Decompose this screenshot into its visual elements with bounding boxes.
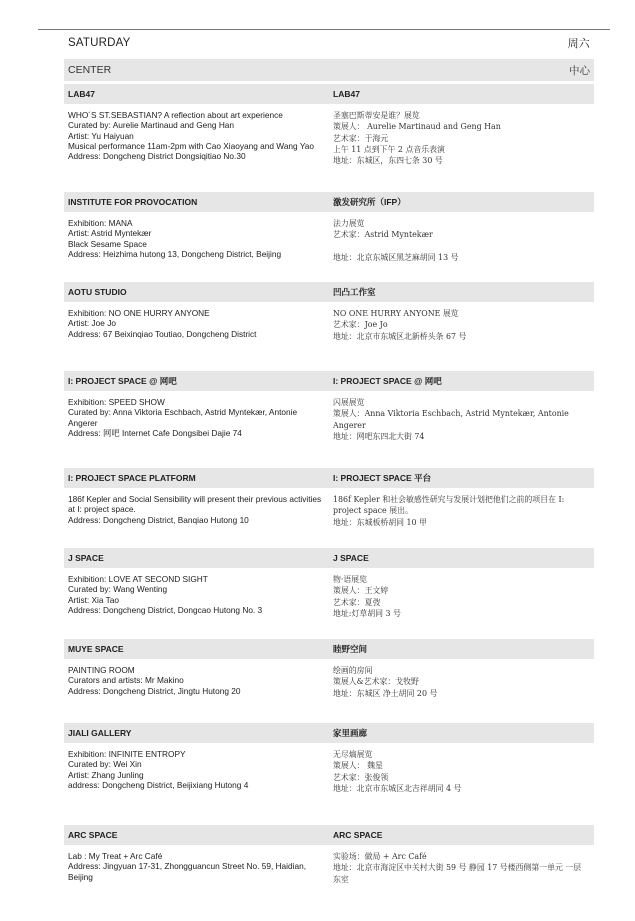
venue-block [64, 371, 594, 465]
venue-list [64, 84, 594, 921]
day-title-zh: 周六 [567, 38, 590, 50]
venue-name-en: INSTITUTE FOR PROVOCATION [68, 197, 198, 207]
venue-details-zh [329, 851, 594, 921]
venue-name-zh: I: PROJECT SPACE @ 网吧 [333, 376, 442, 386]
venue-name-zh: LAB47 [333, 89, 360, 99]
venue-header [64, 282, 594, 302]
venue-name-en: MUYE SPACE [68, 644, 124, 654]
section-title-zh: 中心 [569, 64, 590, 77]
venue-name-en: I: PROJECT SPACE PLATFORM [68, 473, 196, 483]
day-title-en: SATURDAY [68, 37, 131, 49]
venue-details-en [64, 110, 329, 189]
detail-line-zh: 策展人&艺术家：戈牧野 [333, 677, 419, 687]
venue-details [64, 568, 594, 636]
venue-name-en: LAB47 [68, 89, 95, 99]
detail-line-zh [333, 241, 588, 252]
venue-name-zh: 睦野空间 [333, 644, 368, 654]
detail-line-zh: 实验场：做局 + Arc Café [333, 852, 427, 861]
venue-details-en [64, 397, 329, 465]
venue-name-en: AOTU STUDIO [68, 287, 127, 297]
venue-details [64, 488, 594, 545]
venue-block [64, 825, 594, 921]
detail-line-en: Exhibition: NO ONE HURRY ANYONE [68, 308, 210, 318]
detail-line-zh: 地址：北京市东城区北新桥头条 67 号 [333, 331, 467, 341]
venue-details-en [64, 308, 329, 368]
detail-line-zh: 艺术家：Joe Jo [333, 320, 388, 330]
venue-header [64, 548, 594, 568]
detail-line-zh: 地址：北京东城区黑芝麻胡同 13 号 [333, 252, 459, 262]
detail-line-en: Address: Heizhima hutong 13, Dongcheng District, Beijing [68, 248, 282, 259]
detail-line-zh: 绘画的房间 [333, 666, 373, 675]
detail-line-zh: 地址：东城区，东四七条 30 号 [333, 156, 443, 166]
detail-line-en: Curated by: Anna Viktoria Eschbach, Astrid Myntekær, Antonie Angerer [68, 407, 298, 428]
venue-details [64, 104, 594, 189]
venue-name-en: J SPACE [68, 553, 104, 563]
detail-line-zh: 法力展览 [333, 219, 365, 228]
venue-header [64, 468, 594, 488]
detail-line-en: Address: Dongcheng District Dongsiqitiao No.30 [68, 151, 246, 162]
detail-line-en: Curators and artists: Mr Makino [68, 675, 184, 686]
detail-line-en: address: Dongcheng District, Beijixiang Hutong 4 [68, 779, 249, 790]
detail-line-zh: 闪展展览 [333, 398, 365, 407]
detail-line-en: Exhibition: LOVE AT SECOND SIGHT [68, 574, 208, 584]
venue-details [64, 391, 594, 465]
day-header [64, 30, 594, 56]
detail-line-en: Artist: Zhang Junling [68, 769, 144, 780]
venue-details [64, 212, 594, 279]
detail-line-en: Exhibition: SPEED SHOW [68, 397, 165, 407]
venue-details-zh [329, 494, 594, 545]
detail-line-zh: 地址：北京市东城区北吉祥胡同 4 号 [333, 783, 462, 793]
venue-details-en [64, 218, 329, 279]
venue-block [64, 639, 594, 720]
venue-details [64, 659, 594, 720]
detail-line-en: Lab : My Treat + Arc Café [68, 851, 163, 861]
venue-details-en [64, 851, 329, 921]
detail-line-en: 186f Kepler and Social Sensibility will present their previous activities at I: project space. [68, 494, 322, 515]
detail-line-en: Curated by: Aurelie Martinaud and Geng Han [68, 120, 235, 131]
venue-header [64, 371, 594, 391]
detail-line-zh: 策展人： 魏星 [333, 761, 383, 771]
detail-line-zh: 地址:灯草胡同 3 号 [333, 608, 401, 618]
venue-block [64, 84, 594, 189]
detail-line-en: WHO´S ST.SEBASTIAN? A reflection about art experience [68, 110, 283, 120]
venue-header [64, 639, 594, 659]
venue-header [64, 192, 594, 212]
venue-header [64, 723, 594, 743]
venue-details-en [64, 749, 329, 822]
detail-line-en: Artist: Astrid Myntekær [68, 228, 152, 239]
detail-line-en: Exhibition: INFINITE ENTROPY [68, 749, 186, 759]
venue-details-zh [329, 665, 594, 720]
venue-name-en: ARC SPACE [68, 830, 118, 840]
detail-line-zh: 策展人： Aurelie Martinaud and Geng Han [333, 122, 501, 132]
venue-name-zh: 激发研究所（IFP） [333, 197, 406, 207]
detail-line-en: Artist: Joe Jo [68, 318, 116, 329]
venue-details-zh [329, 110, 594, 189]
section-title-en: CENTER [68, 64, 112, 76]
detail-line-zh: NO ONE HURRY ANYONE 展览 [333, 309, 459, 318]
detail-line-en: Curated by: Wei Xin [68, 759, 142, 770]
schedule-page [64, 30, 594, 921]
venue-block [64, 282, 594, 368]
venue-details-en [64, 665, 329, 720]
venue-details-zh [329, 749, 594, 822]
detail-line-zh: 策展人：王文婷 [333, 586, 389, 596]
venue-block [64, 192, 594, 279]
detail-line-zh: 地址：东城板桥胡同 10 甲 [333, 517, 427, 527]
detail-line-zh: 圣塞巴斯蒂安是谁？展览 [333, 111, 420, 120]
detail-line-en: Address: Jingyuan 17-31, Zhongguancun Street No. 59, Haidian, Beijing [68, 861, 306, 882]
detail-line-zh: 地址：网吧东四北大街 74 [333, 431, 425, 441]
detail-line-zh: 上午 11 点到下午 2 点音乐表演 [333, 144, 445, 154]
venue-details [64, 302, 594, 368]
detail-line-zh: 艺术家：张俊领 [333, 772, 389, 782]
detail-line-en: Address: 网吧 Internet Cafe Dongsibei Dajie 74 [68, 427, 242, 438]
venue-header [64, 84, 594, 104]
detail-line-en: Address: Dongcheng District, Banqiao Hutong 10 [68, 514, 249, 525]
venue-name-zh: J SPACE [333, 553, 369, 563]
venue-details-zh [329, 308, 594, 368]
venue-block [64, 468, 594, 545]
venue-block [64, 548, 594, 636]
detail-line-zh: 186f Kepler 和社会敏感性研究与发展计划把他们之前的项目在 I: project space 展出。 [333, 495, 565, 516]
detail-line-en: Artist: Yu Haiyuan [68, 130, 134, 141]
venue-name-zh: 凹凸工作室 [333, 287, 376, 297]
detail-line-en: Address: Dongcheng District, Dongcao Hutong No. 3 [68, 604, 263, 615]
detail-line-en: PAINTING ROOM [68, 665, 135, 675]
venue-name-zh: ARC SPACE [333, 830, 383, 840]
detail-line-zh: 艺术家：夏弢 [333, 597, 381, 607]
section-header [64, 59, 594, 81]
venue-name-zh: I: PROJECT SPACE 平台 [333, 473, 432, 483]
venue-name-en: I: PROJECT SPACE @ 网吧 [68, 376, 177, 386]
venue-name-en: JIALI GALLERY [68, 728, 132, 738]
detail-line-zh: 物·语展览 [333, 575, 368, 584]
venue-details-zh [329, 397, 594, 465]
detail-line-zh: 地址：东城区 净土胡同 20 号 [333, 688, 438, 698]
detail-line-en: Curated by: Wang Wenting [68, 584, 168, 595]
detail-line-zh: 艺术家：Astrid Myntekær [333, 230, 433, 240]
detail-line-zh: 无尽熵展览 [333, 750, 373, 759]
venue-details [64, 845, 594, 921]
venue-block [64, 723, 594, 822]
venue-header [64, 825, 594, 845]
detail-line-en: Musical performance 11am-2pm with Cao Xiaoyang and Wang Yao [68, 140, 314, 151]
venue-details-zh [329, 574, 594, 636]
detail-line-en: Exhibition: MANA [68, 218, 133, 228]
venue-name-zh: 家里画廊 [333, 728, 368, 738]
venue-details-en [64, 574, 329, 636]
venue-details [64, 743, 594, 822]
detail-line-zh: 策展人：Anna Viktoria Eschbach, Astrid Myntekær, Antonie Angerer [333, 409, 569, 430]
detail-line-en: Address: Dongcheng District, Jingtu Hutong 20 [68, 685, 241, 696]
detail-line-en: Black Sesame Space [68, 238, 147, 249]
detail-line-zh: 地址：北京市海淀区中关村大街 59 号 静园 17 号楼西侧第一单元 一层东室 [333, 863, 582, 884]
venue-details-zh [329, 218, 594, 279]
detail-line-zh: 艺术家：于海元 [333, 133, 389, 143]
detail-line-en: Artist: Xia Tao [68, 594, 120, 605]
detail-line-en: Address: 67 Beixinqiao Toutiao, Dongcheng District [68, 328, 257, 339]
venue-details-en [64, 494, 329, 545]
